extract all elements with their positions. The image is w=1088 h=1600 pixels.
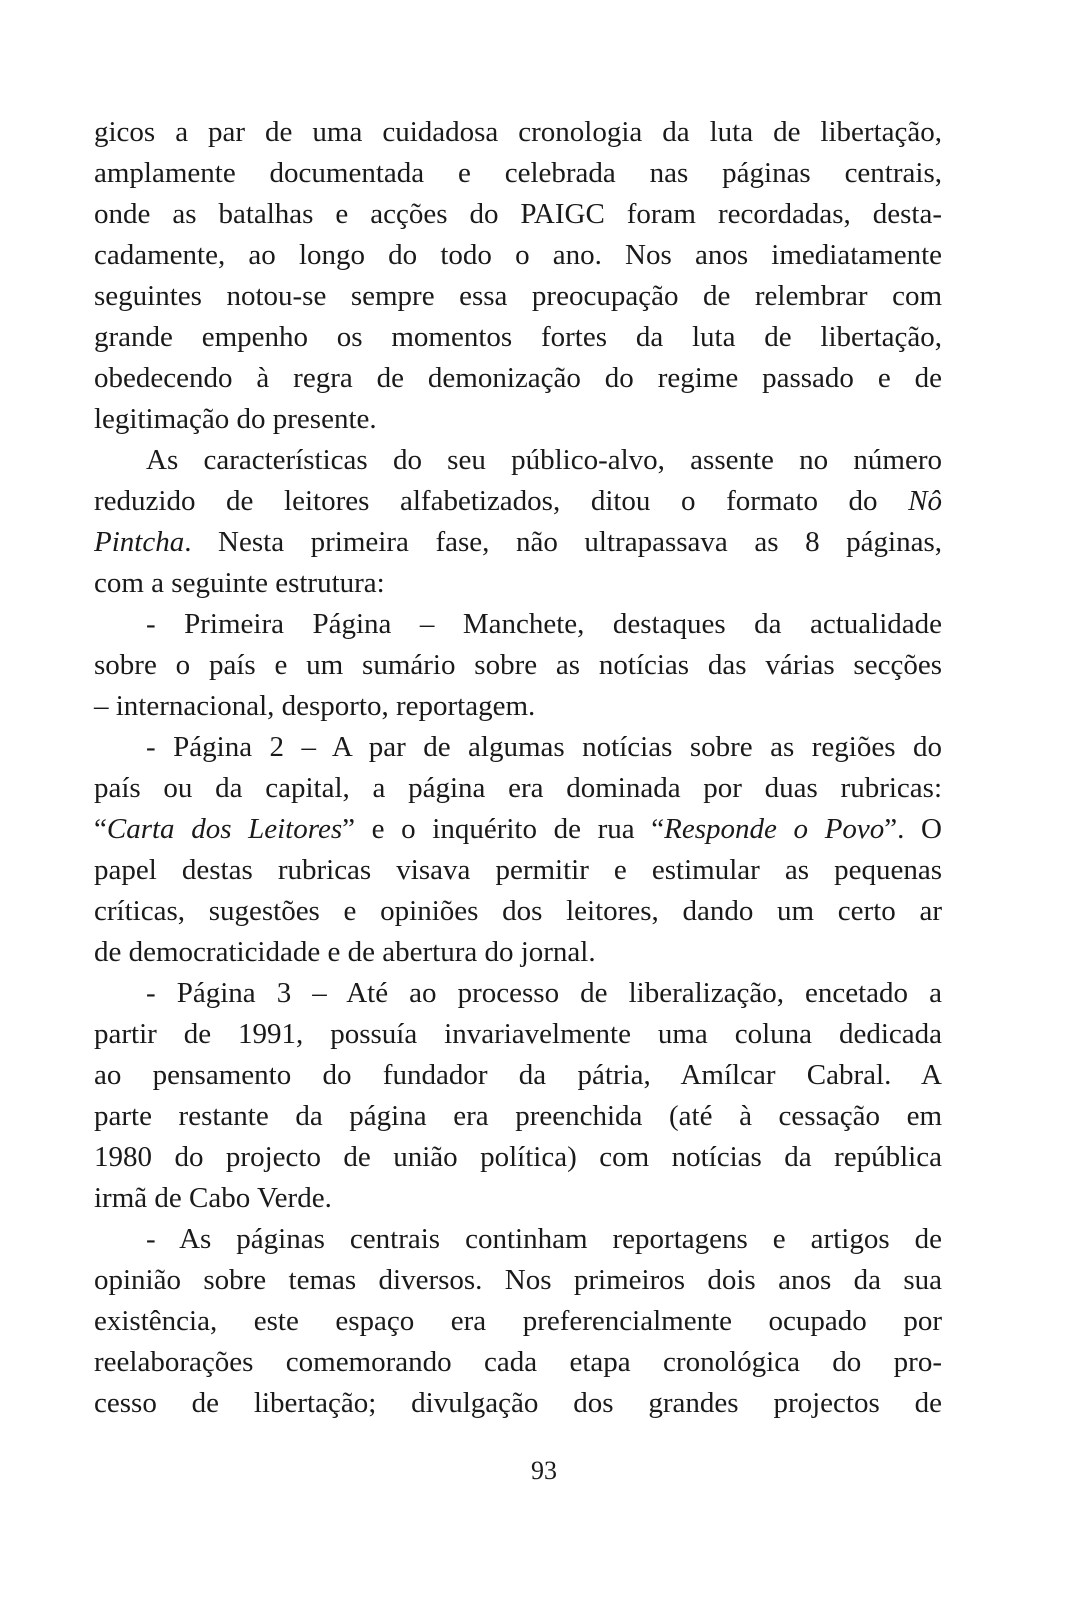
text-line: com a seguinte estrutura: [94, 567, 385, 599]
text-line: Pintcha. Nesta primeira fase, não ultrapassava as 8 páginas, [94, 526, 942, 558]
text-line: - Página 3 – Até ao processo de liberalização, encetado a [146, 977, 942, 1009]
text-line: - As páginas centrais continham reportagens e artigos de [146, 1223, 942, 1255]
text-line: seguintes notou-se sempre essa preocupação de relembrar com [94, 280, 942, 312]
text-line: grande empenho os momentos fortes da luta de libertação, [94, 321, 942, 353]
text-line: reduzido de leitores alfabetizados, ditou o formato do Nô [94, 485, 942, 517]
text-line: 1980 do projecto de união política) com notícias da república [94, 1141, 942, 1173]
text-line: críticas, sugestões e opiniões dos leitores, dando um certo ar [94, 895, 942, 927]
text-line: país ou da capital, a página era dominada por duas rubricas: [94, 772, 942, 804]
text-line: gicos a par de uma cuidadosa cronologia da luta de libertação, [94, 116, 942, 148]
text-line: As características do seu público-alvo, assente no número [146, 444, 942, 476]
text-line: de democraticidade e de abertura do jornal. [94, 936, 596, 968]
text-line: - Primeira Página – Manchete, destaques da actualidade [146, 608, 942, 640]
text-line: reelaborações comemorando cada etapa cronológica do pro- [94, 1346, 942, 1378]
text-line: obedecendo à regra de demonização do regime passado e de [94, 362, 942, 394]
text-line: parte restante da página era preenchida (até à cessação em [94, 1100, 942, 1132]
text-line: onde as batalhas e acções do PAIGC foram recordadas, desta- [94, 198, 942, 230]
text-line: ao pensamento do fundador da pátria, Amílcar Cabral. A [94, 1059, 942, 1091]
text-line: papel destas rubricas visava permitir e estimular as pequenas [94, 854, 942, 886]
text-line: irmã de Cabo Verde. [94, 1182, 332, 1214]
text-line: - Página 2 – A par de algumas notícias sobre as regiões do [146, 731, 942, 763]
text-line: “Carta dos Leitores” e o inquérito de rua “Responde o Povo”. O [94, 813, 942, 845]
text-line: amplamente documentada e celebrada nas páginas centrais, [94, 157, 942, 189]
text-line: cadamente, ao longo do todo o ano. Nos anos imediatamente [94, 239, 942, 271]
text-line: sobre o país e um sumário sobre as notícias das várias secções [94, 649, 942, 681]
text-line: legitimação do presente. [94, 403, 377, 435]
text-line: – internacional, desporto, reportagem. [94, 690, 536, 722]
text-line: partir de 1991, possuía invariavelmente uma coluna dedicada [94, 1018, 942, 1050]
body-text [94, 112, 942, 1424]
text-line: cesso de libertação; divulgação dos grandes projectos de [94, 1387, 942, 1419]
text-line: existência, este espaço era preferencialmente ocupado por [94, 1305, 942, 1337]
page-number: 93 [531, 1456, 557, 1485]
text-line: opinião sobre temas diversos. Nos primeiros dois anos da sua [94, 1264, 942, 1296]
